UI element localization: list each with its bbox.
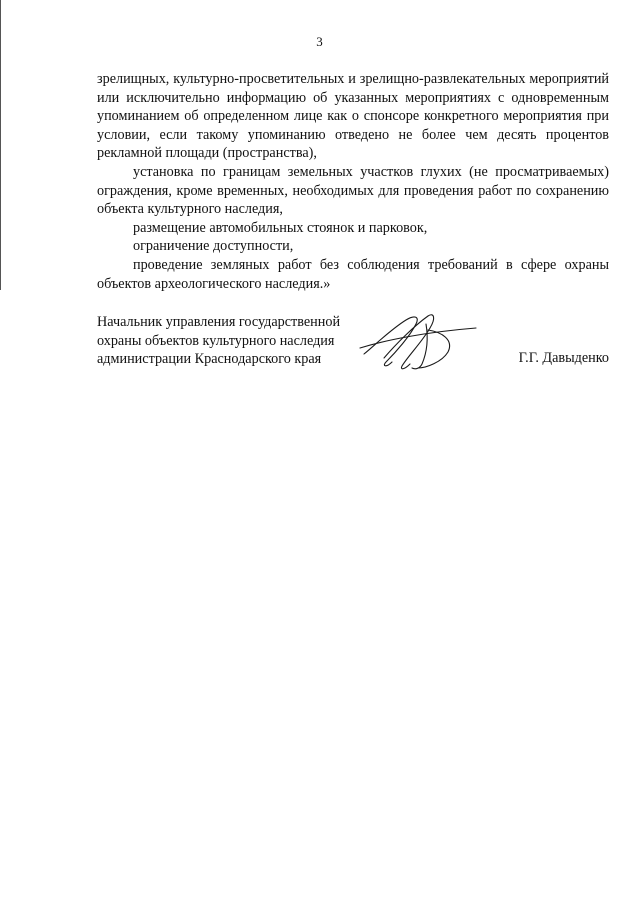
signatory-title-line: охраны объектов культурного наследия <box>97 332 335 349</box>
paragraph-1: зрелищных, культурно-просветительных и зрелищно-развлекательных мероприятий или исключительно информацию об указанных мероприятиях с одновременным упоминанием об определенном лице как о спонсоре конкретного мероприятия при условии, если такому упоминанию отведено не более чем десять процентов рекламной площади (пространства), <box>97 71 609 162</box>
handwritten-signature <box>356 310 486 375</box>
signatory-title-line: администрации Краснодарского края <box>97 351 322 368</box>
paragraph-5: проведение земляных работ без соблюдения требований в сфере охраны объектов археологического наследия.» <box>97 256 609 292</box>
signatory-title-line: Начальник управления государственной <box>97 314 341 330</box>
signatory-title <box>97 313 367 369</box>
paragraph-4: ограничение доступности, <box>133 238 294 255</box>
paragraph-2: установка по границам земельных участков глухих (не просматриваемых) ограждения, кроме временных, необходимых для проведения работ по сохранению объекта культурного наследия, <box>97 163 609 218</box>
paragraph-3: размещение автомобильных стоянок и парковок, <box>133 219 428 236</box>
signer-name: Г.Г. Давыденко <box>518 350 609 366</box>
document-body <box>97 70 609 293</box>
page-number: 3 <box>316 34 323 49</box>
